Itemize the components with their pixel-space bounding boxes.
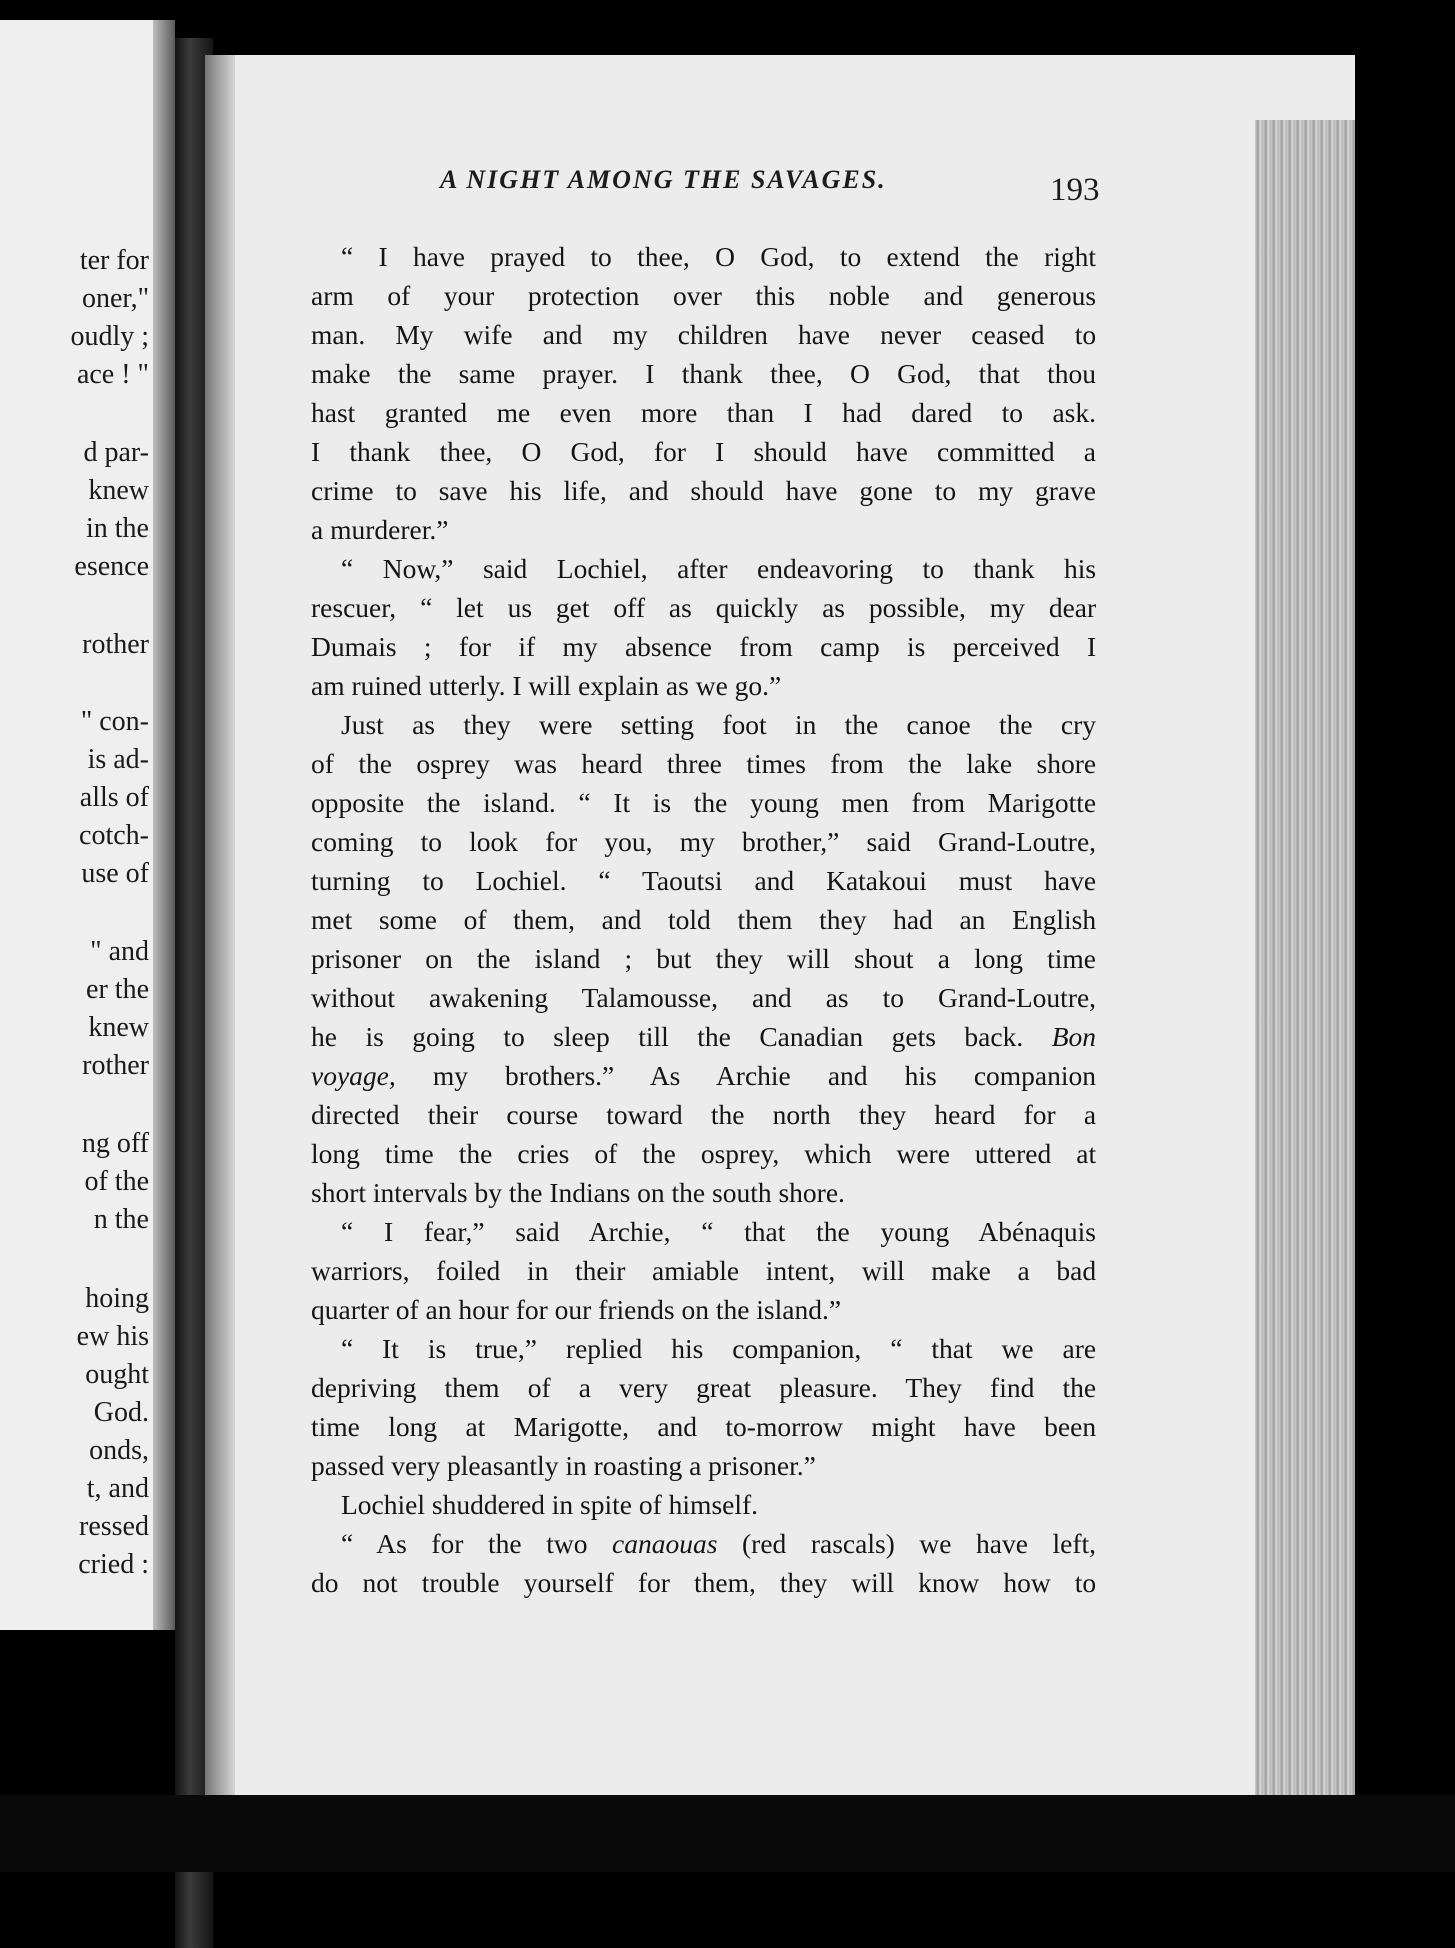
body-text [311, 237, 1096, 1602]
left-page-line: rother [82, 1050, 149, 1081]
left-page [0, 20, 175, 1630]
text-line: arm of your protection over this noble and generous [311, 280, 1097, 311]
text-line: passed very pleasantly in roasting a prisoner.” [311, 1450, 816, 1481]
text-line: hast granted me even more than I had dared to ask. [311, 397, 1096, 428]
left-page-line: ought [85, 1359, 149, 1390]
left-page-line: oudly ; [70, 321, 149, 352]
text-line: quarter of an hour for our friends on the island.” [311, 1294, 842, 1325]
text-line: Dumais ; for if my absence from camp is perceived I [311, 631, 1097, 662]
text-line: make the same prayer. I thank thee, O God, that thou [311, 358, 1097, 389]
text-line: rescuer, “ let us get off as quickly as possible, my dear [311, 592, 1097, 623]
page-edges [1255, 120, 1355, 1870]
left-page-line: ter for [79, 245, 149, 276]
left-page-line: " con- [80, 706, 149, 737]
left-page-line: rother [82, 629, 149, 660]
left-page-line: God. [93, 1397, 149, 1428]
text-line: do not trouble yourself for them, they will know how to [311, 1567, 1097, 1598]
text-line: man. My wife and my children have never ceased to [311, 319, 1097, 350]
text-line: without awakening Talamousse, and as to Grand-Loutre, [311, 982, 1097, 1013]
text-line: “ It is true,” replied his companion, “ that we are [341, 1333, 1097, 1364]
left-page-line: ressed [79, 1511, 149, 1542]
left-page-line: alls of [79, 782, 149, 813]
page-number: 193 [1050, 172, 1100, 208]
left-page-line: d par- [83, 437, 149, 468]
left-page-gutter-shadow [153, 20, 175, 1630]
left-page-line: oner," [81, 283, 149, 314]
text-line: depriving them of a very great pleasure. They find the [311, 1372, 1097, 1403]
left-page-line: hoing [85, 1283, 149, 1314]
left-page-line: t, and [86, 1473, 149, 1504]
text-line: opposite the island. “ It is the young men from Marigotte [311, 787, 1097, 818]
left-page-line: " and [90, 936, 149, 967]
text-line: Just as they were setting foot in the canoe the cry [341, 709, 1096, 740]
left-page-line: onds, [89, 1435, 149, 1466]
left-page-line: esence [74, 551, 149, 582]
text-line: Lochiel shuddered in spite of himself. [341, 1489, 759, 1520]
left-page-line: ng off [81, 1128, 149, 1159]
text-line: of the osprey was heard three times from the lake shore [311, 748, 1097, 779]
left-page-line: knew [88, 1012, 149, 1043]
left-page-line: of the [84, 1166, 149, 1197]
left-page-line: in the [86, 513, 149, 544]
text-line: voyage, my brothers.” As Archie and his companion [311, 1060, 1097, 1091]
text-line: warriors, foiled in their amiable intent, will make a bad [311, 1255, 1097, 1286]
text-line: “ Now,” said Lochiel, after endeavoring to thank his [341, 553, 1097, 584]
left-page-line: ace ! " [76, 359, 149, 390]
left-page-line: use of [81, 858, 149, 889]
text-line: met some of them, and told them they had an English [311, 904, 1097, 935]
text-line: prisoner on the island ; but they will shout a long time [311, 943, 1096, 974]
right-page-gutter-shadow [205, 55, 235, 1870]
text-line: a murderer.” [311, 514, 449, 545]
text-line: crime to save his life, and should have gone to my grave [311, 475, 1097, 506]
left-page-line: ew his [76, 1321, 149, 1352]
text-line: coming to look for you, my brother,” said Grand-Loutre, [311, 826, 1097, 857]
text-line: directed their course toward the north they heard for a [311, 1099, 1097, 1130]
left-page-line: er the [86, 974, 149, 1005]
text-line: short intervals by the Indians on the south shore. [311, 1177, 845, 1208]
bottom-shadow [0, 1795, 1455, 1872]
running-head: A NIGHT AMONG THE SAVAGES. [440, 165, 887, 194]
text-line: time long at Marigotte, and to-morrow might have been [311, 1411, 1097, 1442]
text-line: turning to Lochiel. “ Taoutsi and Katakoui must have [311, 865, 1097, 896]
text-line: “ I have prayed to thee, O God, to extend the right [341, 241, 1097, 272]
text-line: “ I fear,” said Archie, “ that the young Abénaquis [341, 1216, 1097, 1247]
text-line: he is going to sleep till the Canadian gets back. Bon [311, 1021, 1096, 1052]
text-line: am ruined utterly. I will explain as we go.” [311, 670, 782, 701]
text-line: I thank thee, O God, for I should have committed a [311, 436, 1097, 467]
left-page-line: cotch- [79, 820, 149, 851]
left-page-line: is ad- [87, 744, 149, 775]
text-line: “ As for the two canaouas (red rascals) we have left, [341, 1528, 1097, 1559]
left-page-line: cried : [78, 1549, 149, 1580]
text-line: long time the cries of the osprey, which were uttered at [311, 1138, 1097, 1169]
left-page-line: n the [93, 1204, 149, 1235]
left-page-line: knew [88, 475, 149, 506]
